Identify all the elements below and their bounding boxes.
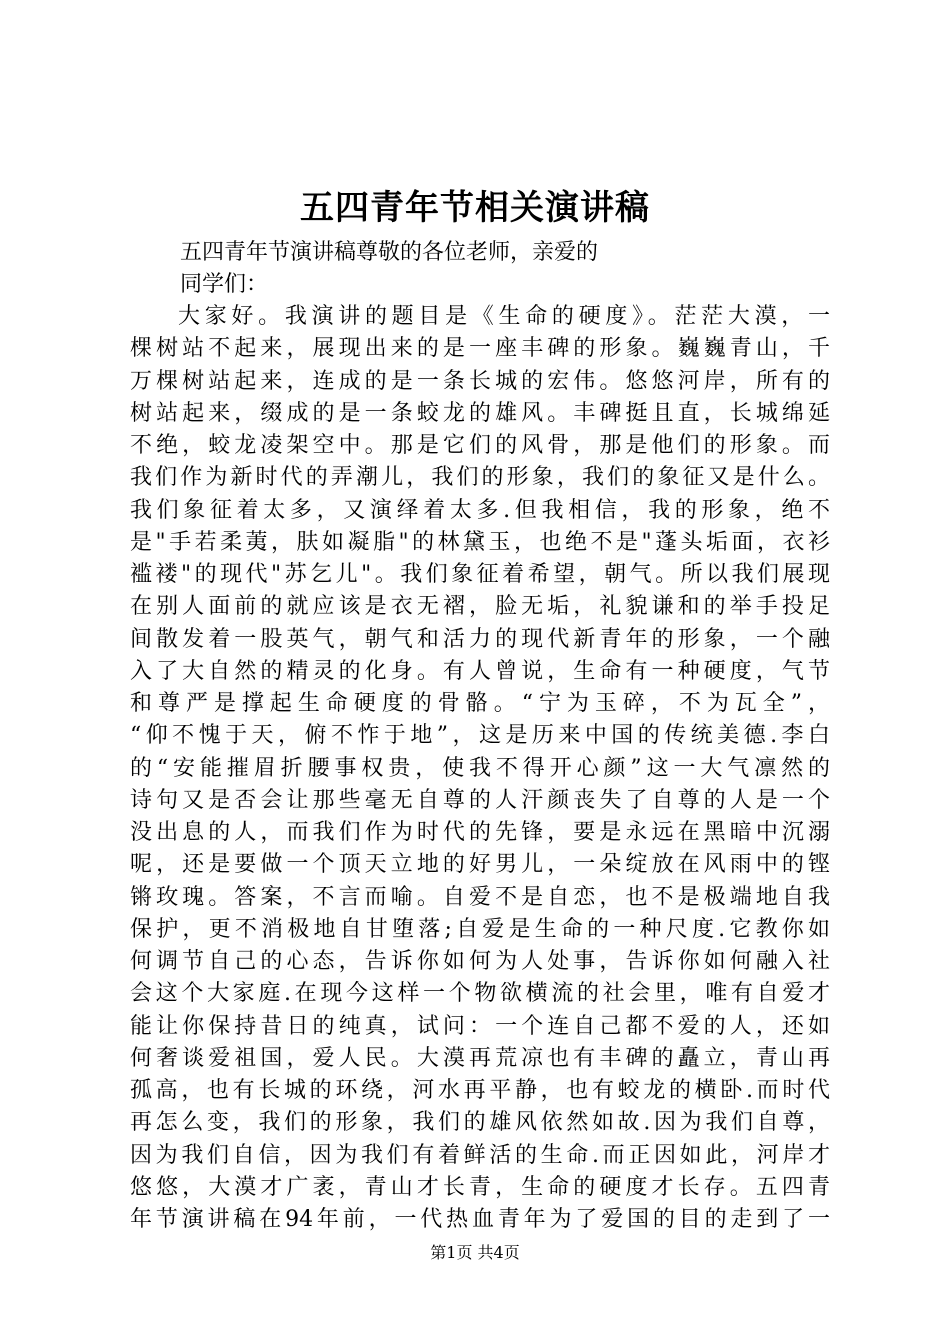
body-line: 何调节自己的心态，告诉你如何为人处事，告诉你如何融入社 [130, 949, 830, 974]
body-line: 在别人面前的就应该是衣无褶，脸无垢，礼貌谦和的举手投足 [130, 594, 830, 620]
body-line: 万棵树站起来，连成的是一条长城的宏伟。悠悠河岸，所有的 [130, 368, 830, 394]
body-line: 能让你保持昔日的纯真，试问：一个连自己都不爱的人，还如 [130, 1013, 830, 1039]
body-line: 不绝，蛟龙凌架空中。那是它们的风骨，那是他们的形象。而 [130, 433, 830, 458]
body-line: 我们作为新时代的弄潮儿，我们的形象，我们的象征又是什么。 [130, 465, 830, 491]
body-line: 树站起来，缀成的是一条蛟龙的雄风。丰碑挺且直，长城绵延 [130, 400, 830, 426]
body-line: 的“安能摧眉折腰事权贵，使我不得开心颜”这一大气凛然的 [130, 755, 830, 781]
intro-paragraph [180, 237, 680, 301]
body-line: 何奢谈爱祖国，爱人民。大漠再荒凉也有丰碑的矗立，青山再 [130, 1045, 830, 1071]
body-paragraph [130, 301, 830, 1236]
body-line: 间散发着一股英气，朝气和活力的现代新青年的形象，一个融 [130, 626, 830, 652]
page-title: 五四青年节相关演讲稿 [300, 188, 650, 228]
body-line: 再怎么变，我们的形象，我们的雄风依然如故.因为我们自尊， [130, 1110, 830, 1136]
body-line: 因为我们自信，因为我们有着鲜活的生命.而正因如此，河岸才 [130, 1142, 830, 1168]
body-line: 保护，更不消极地自甘堕落;自爱是生命的一种尺度.它教你如 [130, 916, 830, 942]
intro-line: 同学们： [180, 272, 269, 297]
body-line: 大家好。我演讲的题目是《生命的硬度》。茫茫大漠，一 [178, 304, 830, 329]
body-line: 锵玫瑰。答案，不言而喻。自爱不是自恋，也不是极端地自我 [130, 884, 830, 910]
body-line: 会这个大家庭.在现今这样一个物欲横流的社会里，唯有自爱才 [130, 981, 830, 1007]
intro-line: 五四青年节演讲稿尊敬的各位老师，亲爱的 [180, 240, 599, 265]
body-line: 悠悠，大漠才广袤，青山才长青，生命的硬度才长存。五四青 [130, 1174, 830, 1200]
body-line: 没出息的人，而我们作为时代的先锋，要是永远在黑暗中沉溺 [130, 820, 830, 845]
body-line: 褴褛"的现代"苏乞儿"。我们象征着希望，朝气。所以我们展现 [130, 562, 830, 587]
body-line: 孤高，也有长城的环绕，河水再平静，也有蛟龙的横卧.而时代 [130, 1078, 830, 1103]
body-line: 和尊严是撑起生命硬度的骨骼。“宁为玉碎，不为瓦全”， [130, 691, 830, 716]
body-line: “仰不愧于天，俯不怍于地”，这是历来中国的传统美德.李白 [130, 723, 830, 749]
body-line: 呢，还是要做一个顶天立地的好男儿，一朵绽放在风雨中的铿 [130, 852, 830, 878]
body-line: 诗句又是否会让那些毫无自尊的人汗颜丧失了自尊的人是一个 [130, 787, 830, 813]
page-footer: 第1页 共4页 [430, 1243, 520, 1262]
body-line: 是"手若柔荑，肤如凝脂"的林黛玉，也绝不是"蓬头垢面，衣衫 [130, 529, 830, 555]
body-line: 年节演讲稿在94年前，一代热血青年为了爱国的目的走到了一 [130, 1207, 830, 1232]
body-line: 我们象征着太多，又演绎着太多.但我相信，我的形象，绝不 [130, 497, 830, 523]
body-line: 棵树站不起来，展现出来的是一座丰碑的形象。巍巍青山，千 [130, 336, 830, 362]
body-line: 入了大自然的精灵的化身。有人曾说，生命有一种硬度，气节 [130, 658, 830, 684]
